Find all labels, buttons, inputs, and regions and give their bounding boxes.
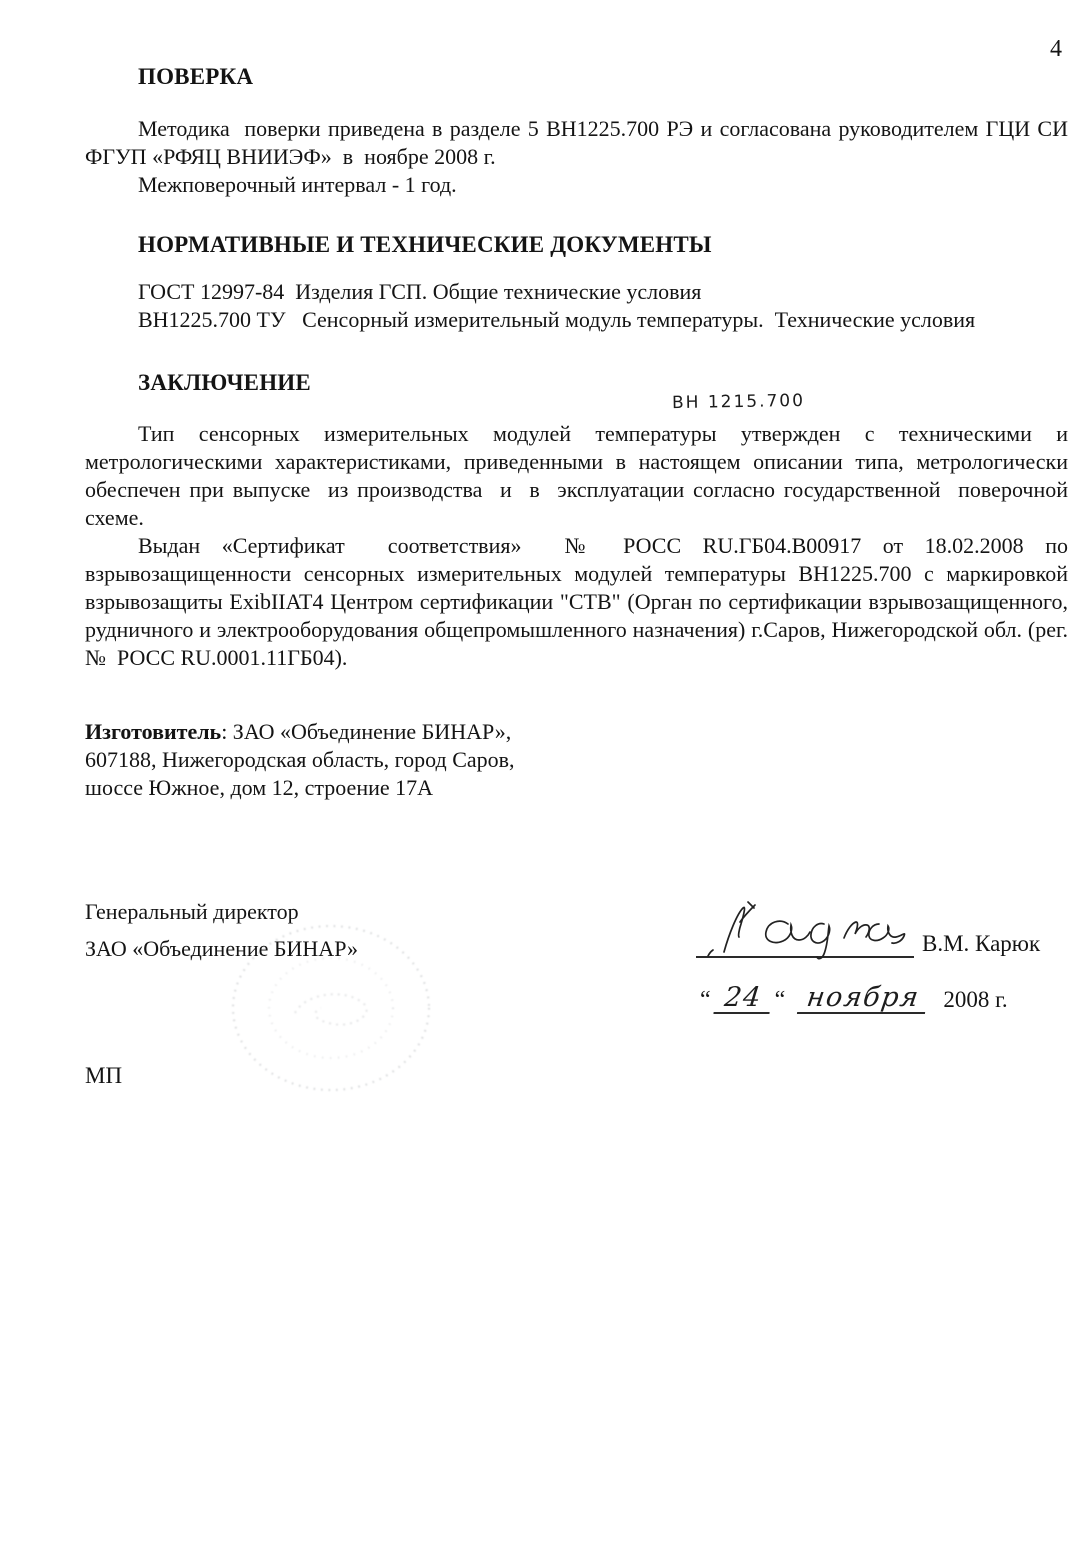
manufacturer-address-2: шоссе Южное, дом 12, строение 17А — [85, 775, 434, 800]
section-title-conclusion: ЗАКЛЮЧЕНИЕ — [138, 370, 311, 395]
paragraph-type-approval: Тип сенсорных измерительных модулей температуры утвержден с техническими и метрологическими характеристиками, приведенными в настоящем описании типа, метрологически обеспечен при выпуске из производства и в эксплуатации согласно государственной поверочной схеме. — [85, 421, 1074, 530]
section-title-poverka: ПОВЕРКА — [138, 64, 254, 89]
document-line-tu: ВН1225.700 ТУ Сенсорный измерительный модуль температуры. Технические условия — [138, 307, 976, 332]
signature-row — [696, 898, 1068, 958]
date-row — [696, 984, 1068, 1014]
signature-block — [85, 898, 1068, 1014]
manufacturer-line — [85, 718, 1068, 746]
handwritten-date-month: ноября — [797, 984, 929, 1014]
director-title-line1: Генеральный директор — [85, 899, 299, 924]
manufacturer-block — [85, 718, 1068, 802]
stamp-place-label: МП — [85, 1063, 123, 1088]
document-line-gost: ГОСТ 12997-84 Изделия ГСП. Общие технические условия — [138, 279, 702, 304]
paragraph-poverka-method: Методика поверки приведена в разделе 5 ВН1225.700 РЭ и согласована руководителем ГЦИ СИ ФГУП «РФЯЦ ВНИИЭФ» в ноябре 2008 г. — [85, 116, 1074, 169]
handwritten-note: ВН 1215.700 — [671, 390, 806, 414]
paragraph-certificate: Выдан «Сертификат соответствия» № РОСС RU.ГБ04.В00917 от 18.02.2008 по взрывозащищенности сенсорных измерительных модулей температуры ВН1225.700 с маркировкой взрывозащиты ExibIIAT4 Центром сертификации "СТВ" (Орган по сертификации взрывозащищенного, рудничного и электрооборудования общепромышленного назначения) г.Саров, Нижегородской обл. (рег. № РОСС RU.0001.11ГБ04). — [85, 533, 1074, 670]
section-title-documents: НОРМАТИВНЫЕ И ТЕХНИЧЕСКИЕ ДОКУМЕНТЫ — [138, 232, 712, 257]
manufacturer-address-1: 607188, Нижегородская область, город Саров, — [85, 747, 515, 772]
date-quote-close: “ — [774, 987, 786, 1013]
signature-line — [696, 898, 914, 958]
date-year: 2008 г. — [943, 987, 1008, 1012]
signature-area — [696, 898, 1068, 1014]
signature-scribble — [696, 900, 914, 964]
paragraph-poverka-interval: Межповерочный интервал - 1 год. — [138, 172, 457, 197]
handwritten-date-day: 24 — [713, 984, 772, 1014]
manufacturer-name: : ЗАО «Объединение БИНАР», — [221, 719, 512, 744]
director-title-line2: ЗАО «Объединение БИНАР» — [85, 936, 358, 961]
documents-list — [85, 278, 1068, 334]
manufacturer-label: Изготовитель — [85, 719, 222, 744]
page-number: 4 — [1050, 36, 1062, 62]
date-quote-open: “ — [700, 987, 711, 1013]
signer-name: В.М. Карюк — [922, 931, 1041, 956]
director-title — [85, 898, 358, 963]
